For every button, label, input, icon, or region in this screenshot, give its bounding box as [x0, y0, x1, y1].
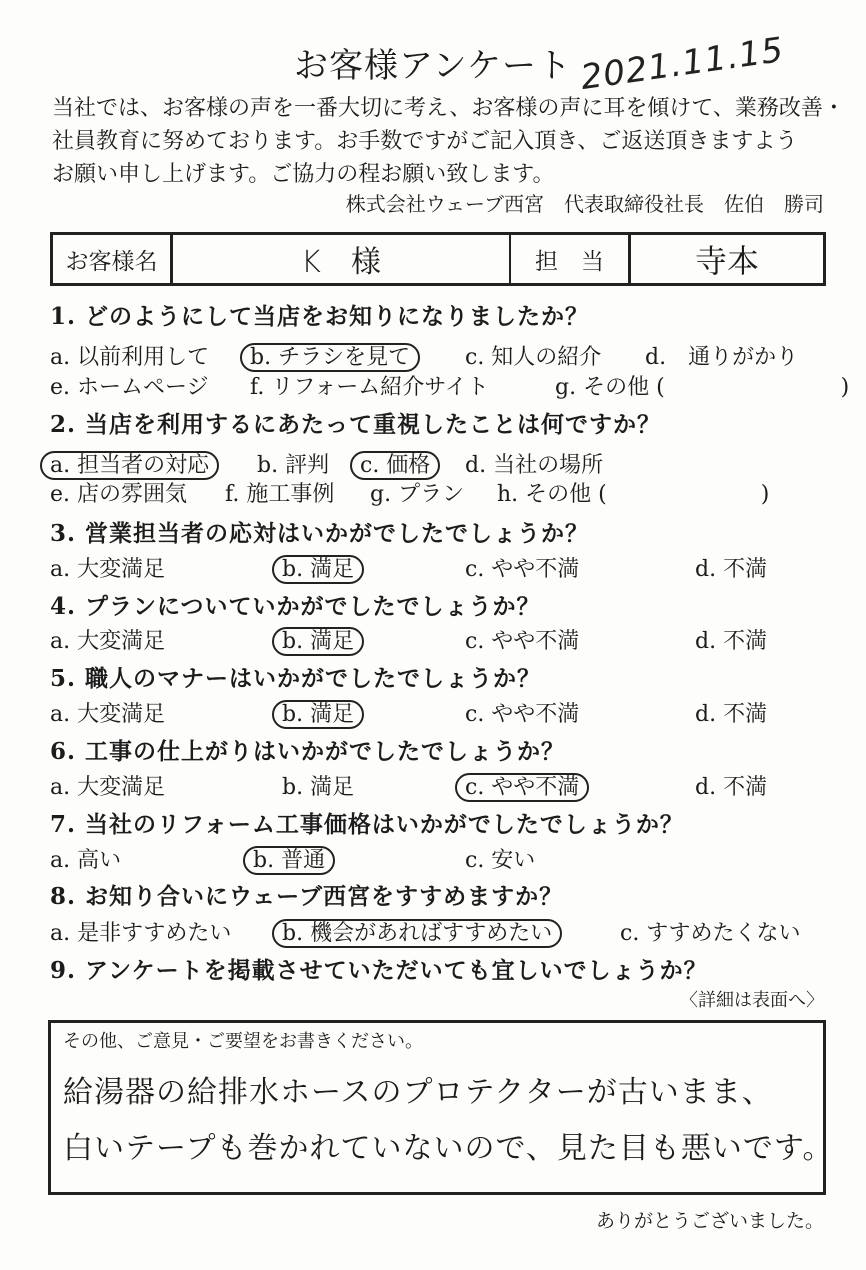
option-label: d. 通りがかり: [645, 345, 799, 370]
selected-option: c. 価格: [350, 451, 440, 480]
q2-option[interactable]: [465, 448, 603, 479]
q3-option[interactable]: [50, 552, 165, 583]
detail-note: 〈詳細は表面へ〉: [680, 990, 824, 1011]
question-5: 5. 職人のマナーはいかがでしたでしょうか？: [50, 665, 542, 692]
option-label: a. 以前利用して: [50, 345, 210, 370]
question-6: 6. 工事の仕上がりはいかがでしたでしょうか？: [50, 738, 566, 765]
option-label: c. やや不満: [465, 557, 580, 582]
q1-option[interactable]: [645, 340, 798, 371]
q1-option[interactable]: [50, 340, 209, 371]
q2-option[interactable]: [225, 477, 334, 508]
q2-option[interactable]: [50, 448, 219, 479]
q4-option[interactable]: [282, 624, 364, 655]
customer-table: [50, 232, 826, 286]
company-signature: 株式会社ウェーブ西宮 代表取締役社長 佐伯 勝司: [345, 192, 824, 216]
q2-option[interactable]: [497, 477, 769, 508]
q1-option[interactable]: [250, 370, 489, 401]
q2-option[interactable]: [370, 477, 464, 508]
intro-line: お願い申し上げます。ご協力の程お願い致します。: [52, 162, 555, 187]
q2-option[interactable]: [257, 448, 329, 479]
option-label: b. 満足: [282, 775, 355, 800]
question-7: 7. 当社のリフォーム工事価格はいかがでしたでしょうか？: [50, 811, 684, 838]
handwritten-date: 2021.11.15: [578, 29, 787, 99]
staff-label: 担 当: [511, 235, 631, 283]
option-label: e. ホームページ: [50, 375, 209, 400]
comment-line: 給湯器の給排水ホースのプロテクターが古いまま、: [63, 1075, 773, 1110]
option-label: g. プラン: [370, 482, 465, 507]
q1-option[interactable]: [555, 370, 849, 401]
selected-option: b. 満足: [272, 555, 364, 584]
option-label: a. 高い: [50, 848, 122, 873]
option-label: d. 不満: [695, 702, 768, 727]
comment-box[interactable]: [48, 1020, 834, 1195]
q4-option[interactable]: [465, 624, 579, 655]
option-label: f. 施工事例: [225, 482, 335, 507]
option-label: e. 店の雰囲気: [50, 482, 188, 507]
q8-option[interactable]: [50, 916, 231, 947]
q1-option[interactable]: [50, 370, 209, 401]
q2-option[interactable]: [360, 448, 440, 479]
q7-option[interactable]: [253, 843, 335, 874]
q3-option[interactable]: [465, 552, 579, 583]
option-label: c. すすめたくない: [620, 921, 801, 946]
option-label: a. 大変満足: [50, 629, 166, 654]
q8-option[interactable]: [620, 916, 801, 947]
q5-option[interactable]: [50, 697, 165, 728]
q2-option[interactable]: [50, 477, 187, 508]
option-label: g. その他 ( ): [555, 375, 850, 400]
option-label: a. 大変満足: [50, 702, 166, 727]
customer-name-field[interactable]: K 様: [173, 235, 511, 283]
selected-option: b. 機会があればすすめたい: [272, 919, 562, 948]
option-label: a. 是非すすめたい: [50, 921, 232, 946]
question-3: 3. 営業担当者の応対はいかがでしたでしょうか？: [50, 520, 590, 547]
option-label: c. やや不満: [465, 629, 580, 654]
option-label: a. 大変満足: [50, 775, 166, 800]
option-label: d. 不満: [695, 629, 768, 654]
option-label: d. 当社の場所: [465, 453, 604, 478]
option-label: b. 評判: [257, 453, 330, 478]
intro-line: 社員教育に努めております。お手数ですがご記入頂き、ご返送頂きますよう: [52, 129, 798, 154]
selected-option: b. 満足: [272, 627, 364, 656]
option-label: d. 不満: [695, 775, 768, 800]
option-label: h. その他 ( ): [497, 482, 770, 507]
q4-option[interactable]: [50, 624, 165, 655]
option-label: c. 安い: [465, 848, 536, 873]
option-label: c. 知人の紹介: [465, 345, 602, 370]
q1-option[interactable]: [465, 340, 601, 371]
selected-option: a. 担当者の対応: [40, 451, 219, 480]
question-9: 9. アンケートを掲載させていただいても宜しいでしょうか？: [50, 957, 708, 984]
option-label: c. やや不満: [465, 702, 580, 727]
comment-label: その他、ご意見・ご要望をお書きください。: [63, 1031, 423, 1052]
q1-option[interactable]: [250, 340, 420, 371]
q5-option[interactable]: [282, 697, 364, 728]
q7-option[interactable]: [465, 843, 535, 874]
question-2: 2. 当店を利用するにあたって重視したことは何ですか？: [50, 411, 662, 438]
customer-name-label: お客様名: [53, 235, 173, 283]
option-label: d. 不満: [695, 557, 768, 582]
question-1: 1. どのようにして当店をお知りになりましたか？: [50, 303, 590, 330]
option-label: a. 大変満足: [50, 557, 166, 582]
q6-option[interactable]: [465, 770, 589, 801]
q3-option[interactable]: [282, 552, 364, 583]
staff-field[interactable]: 寺本: [694, 242, 759, 280]
question-8: 8. お知り合いにウェーブ西宮をすすめますか？: [50, 883, 564, 910]
selected-option: b. 普通: [243, 846, 335, 875]
selected-option: c. やや不満: [455, 773, 589, 802]
q5-option[interactable]: [465, 697, 579, 728]
question-4: 4. プランについていかがでしたでしょうか？: [50, 593, 541, 620]
thanks-text: ありがとうございました。: [595, 1210, 824, 1232]
q6-option[interactable]: [282, 770, 354, 801]
q5-option[interactable]: [695, 697, 767, 728]
q8-option[interactable]: [282, 916, 562, 947]
q4-option[interactable]: [695, 624, 767, 655]
option-label: f. リフォーム紹介サイト: [250, 375, 489, 400]
survey-title: お客様アンケート: [294, 46, 572, 86]
selected-option: b. 満足: [272, 700, 364, 729]
selected-option: b. チラシを見て: [240, 343, 420, 372]
q6-option[interactable]: [50, 770, 165, 801]
intro-line: 当社では、お客様の声を一番大切に考え、お客様の声に耳を傾けて、業務改善・: [52, 96, 845, 121]
comment-line: 白いテープも巻かれていないので、見た目も悪いです。: [63, 1131, 834, 1166]
intro-text: [52, 92, 845, 191]
q3-option[interactable]: [695, 552, 767, 583]
q6-option[interactable]: [695, 770, 767, 801]
q7-option[interactable]: [50, 843, 121, 874]
